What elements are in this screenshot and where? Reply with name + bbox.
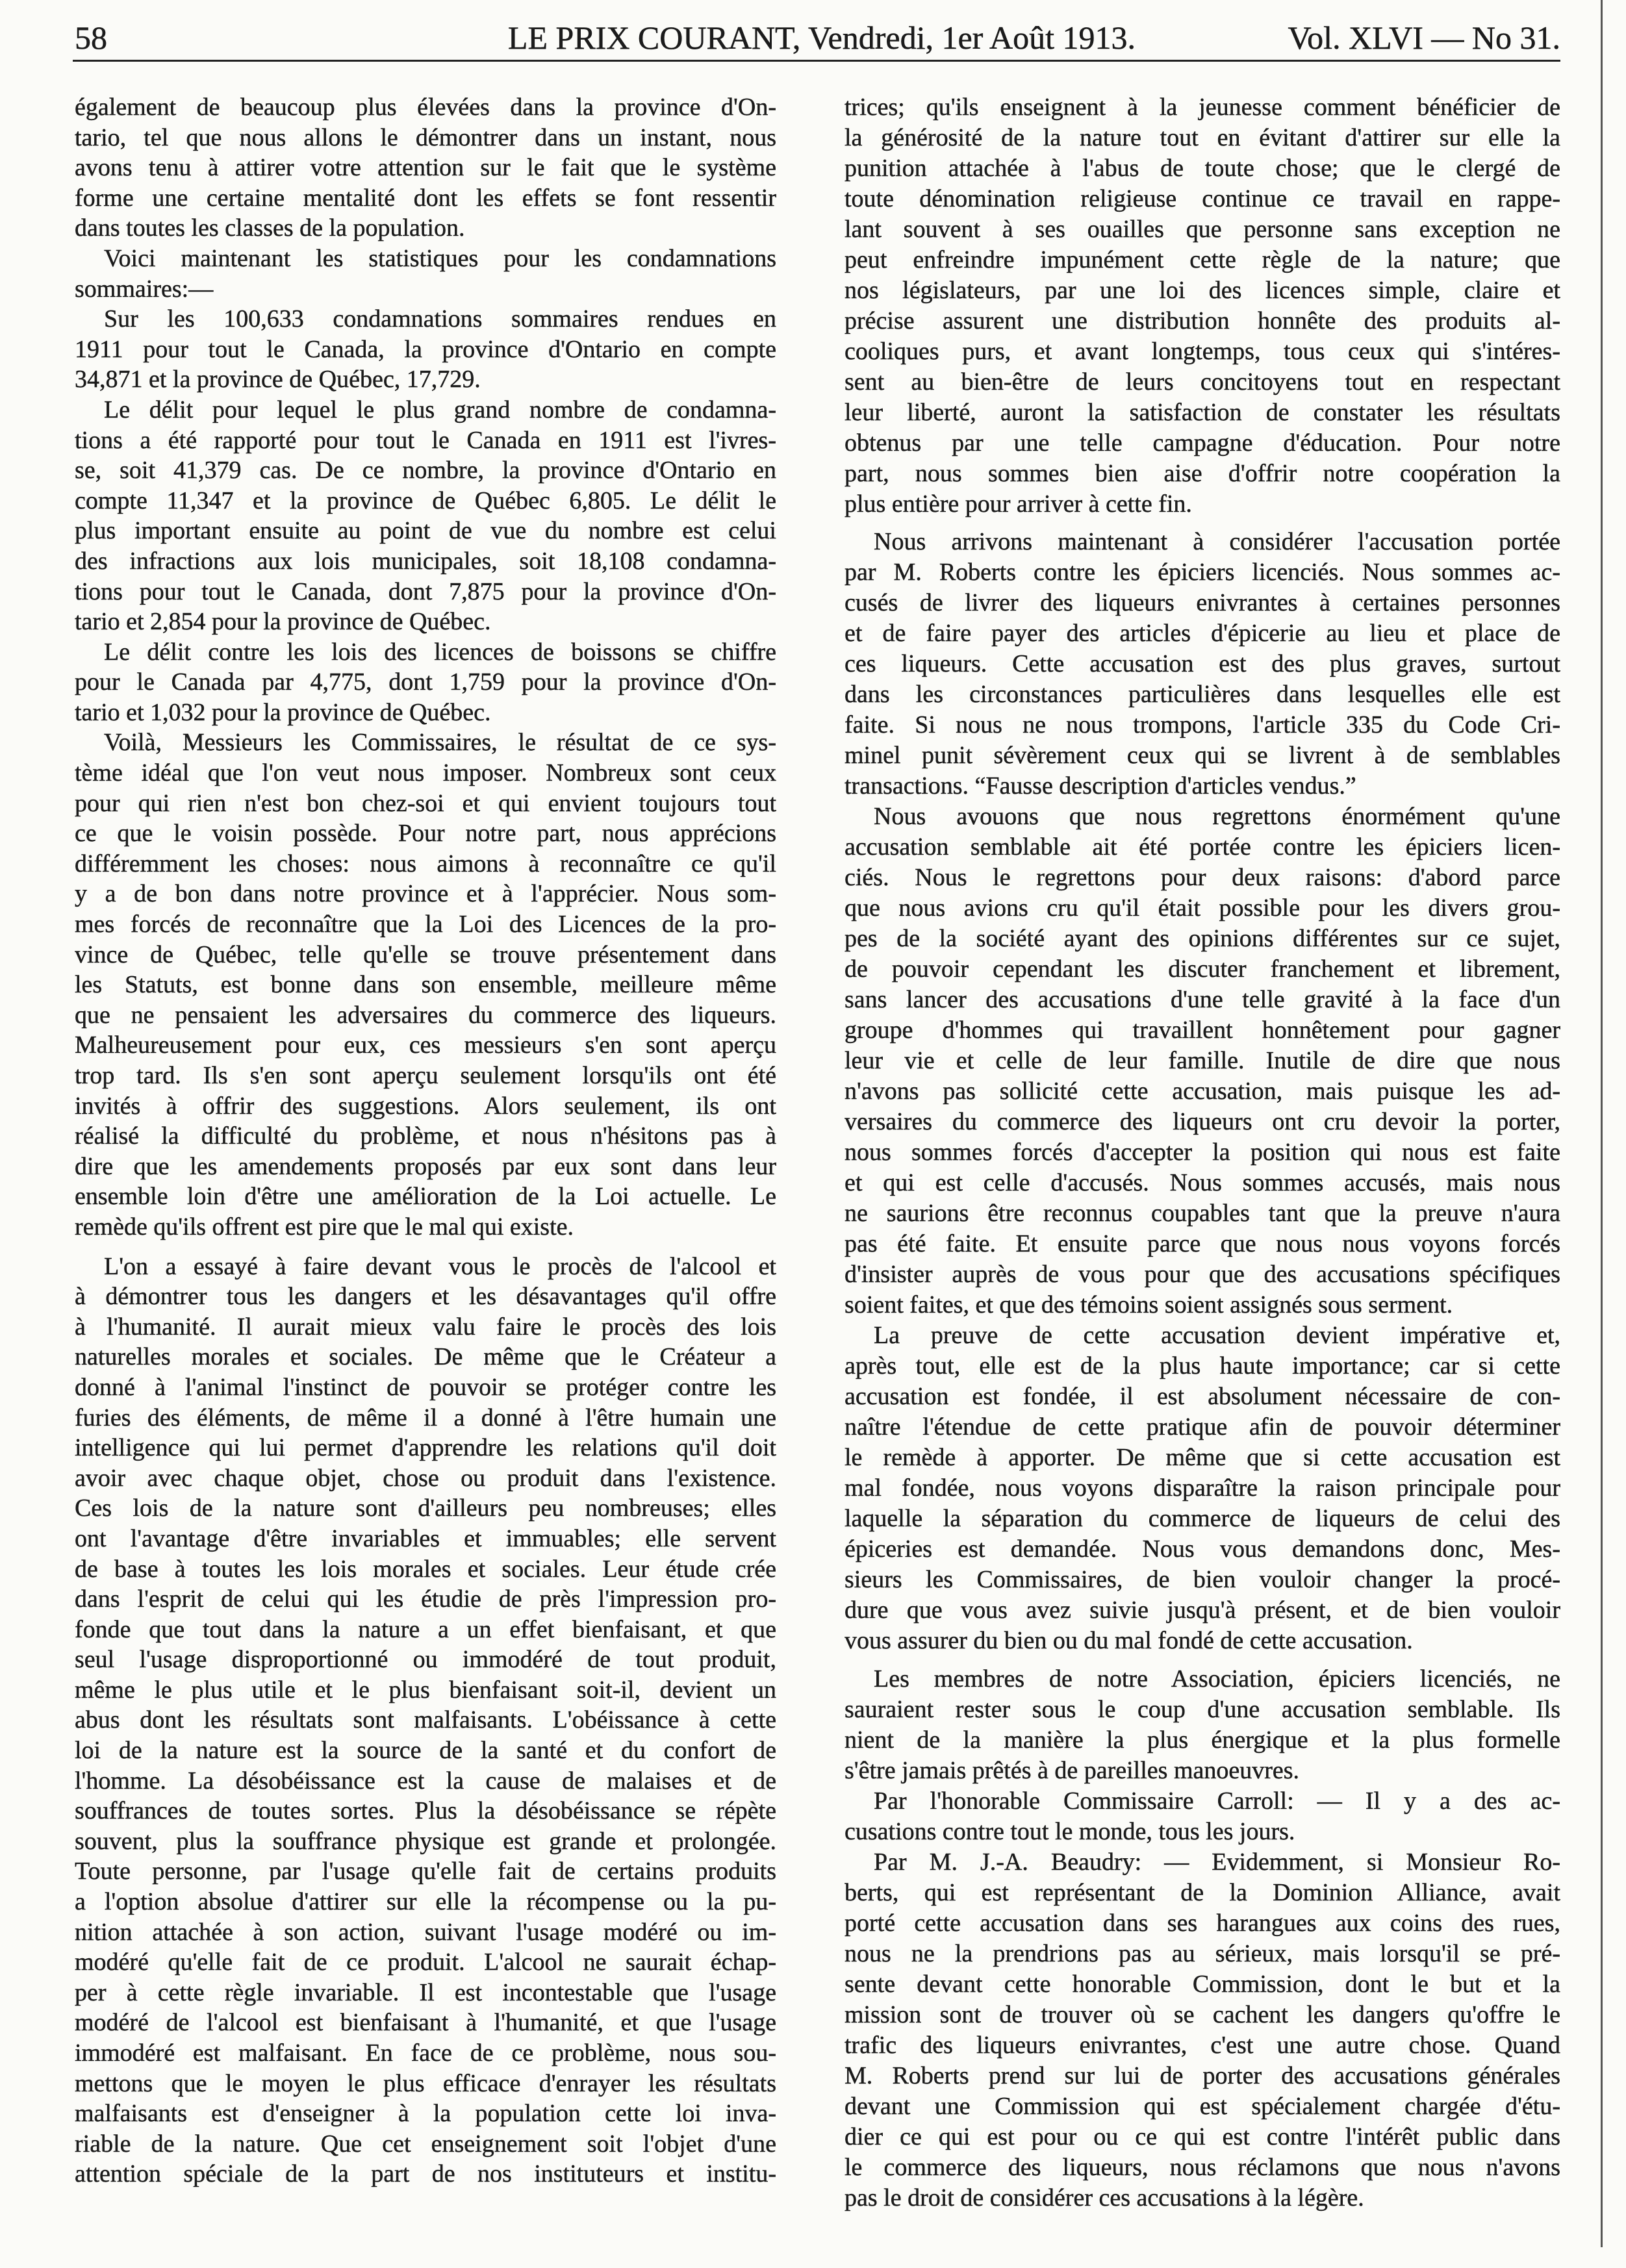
text-line: également de beaucoup plus élevées dans la province d'On- (75, 94, 776, 121)
paragraph (845, 1320, 1560, 1656)
text-line: seul l'usage disproportionné ou immodéré de tout produit, (75, 1646, 776, 1674)
text-line: berts, qui est représentant de la Dominion Alliance, avait (845, 1879, 1560, 1906)
text-line: dans toutes les classes de la population. (75, 214, 465, 242)
paragraph (845, 1786, 1560, 1847)
text-line: Le délit contre les lois des licences de boissons se chiffre (104, 638, 776, 666)
page-number: 58 (75, 19, 107, 56)
column-right (845, 92, 1560, 2213)
text-line: riable de la nature. Que cet enseignement soit l'objet d'une (75, 2130, 776, 2158)
text-line: différemment les choses: nous aimons à reconnaître ce qu'il (75, 850, 776, 877)
text-line: tario, tel que nous allons le démontrer dans un instant, nous (75, 123, 776, 151)
text-line: Le délit pour lequel le plus grand nombre de condamna- (104, 396, 776, 423)
text-line: nous sommes forcés d'accepter la position qui nous est faite (845, 1139, 1560, 1166)
text-line: 34,871 et la province de Québec, 17,729. (75, 366, 481, 394)
text-line: accusation semblable ait été portée contre les épiciers licen- (845, 833, 1560, 861)
text-line: devant une Commission qui est spécialement chargée d'étu- (845, 2093, 1560, 2120)
volume-number: Vol. XLVI — No 31. (1288, 19, 1560, 56)
text-line: plus important ensuite au point de vue du nombre est celui (75, 517, 776, 545)
text-line: faite. Si nous ne nous trompons, l'article 335 du Code Cri- (845, 711, 1560, 738)
text-line: pas le droit de considérer ces accusations à la légère. (845, 2184, 1364, 2211)
text-line: souvent, plus la souffrance physique est grande et prolongée. (75, 1827, 776, 1855)
text-line: versaires du commerce des liqueurs ont cru devoir la porter, (845, 1108, 1560, 1135)
text-line: Nous arrivons maintenant à considérer l'accusation portée (874, 528, 1560, 555)
text-line: abus dont les résultats sont malfaisants. L'obéissance à cette (75, 1706, 776, 1734)
text-line: dire que les amendements proposés par eux sont dans leur (75, 1152, 776, 1180)
text-line: souffrances de toutes sortes. Plus la désobéissance se répète (75, 1797, 776, 1825)
text-line: mes forcés de reconnaître que la Loi des Licences de la pro- (75, 911, 776, 939)
text-line: à l'humanité. Il aurait mieux valu faire le procès des lois (75, 1313, 776, 1341)
text-line: pes de la société ayant des opinions différentes sur ce sujet, (845, 925, 1560, 952)
text-line: soient faites, et que des témoins soient assignés sous serment. (845, 1291, 1453, 1318)
text-line: sente devant cette honorable Commission, dont le but et la (845, 1971, 1560, 1998)
text-line: tions a été rapporté pour tout le Canada en 1911 est l'ivres- (75, 426, 776, 454)
text-line: le remède à apporter. De même que si cette accusation est (845, 1444, 1560, 1471)
text-line: même le plus utile et le plus bienfaisant soit-il, devient un (75, 1676, 776, 1704)
text-line: que nous avions cru qu'il était possible pour les divers grou- (845, 894, 1560, 922)
text-line: nous ne la prendrions pas au sérieux, mais lorsqu'il se pré- (845, 1940, 1560, 1967)
text-line: donné à l'animal l'instinct de pouvoir se protéger contre les (75, 1373, 776, 1401)
text-line: invités à offrir des suggestions. Alors seulement, ils ont (75, 1092, 776, 1120)
text-line: trafic des liqueurs enivrantes, c'est une autre chose. Quand (845, 2032, 1560, 2059)
text-line: n'avons pas sollicité cette accusation, mais puisque les ad- (845, 1077, 1560, 1105)
paragraph (845, 92, 1560, 520)
paragraph (845, 527, 1560, 801)
text-line: intelligence qui lui permet d'apprendre les relations qu'il doit (75, 1434, 776, 1462)
text-line: L'on a essayé à faire devant vous le procès de l'alcool et (104, 1252, 776, 1280)
text-line: peut enfreindre impunément cette règle de la nature; que (845, 246, 1560, 273)
text-line: trop tard. Ils s'en sont aperçu seulement lorsqu'ils ont été (75, 1062, 776, 1089)
header-rule (73, 60, 1560, 62)
text-line: pour qui rien n'est bon chez-soi et qui envient toujours tout (75, 789, 776, 817)
text-line: et de faire payer des articles d'épicerie au lieu et place de (845, 620, 1560, 647)
text-line: tions pour tout le Canada, dont 7,875 pour la province d'On- (75, 577, 776, 605)
text-line: sans lancer des accusations d'une telle gravité à la face d'un (845, 986, 1560, 1013)
text-line: trices; qu'ils enseignent à la jeunesse comment bénéficier de (845, 94, 1560, 121)
paragraph (75, 395, 776, 637)
text-line: à démontrer tous les dangers et les désavantages qu'il offre (75, 1283, 776, 1311)
text-line: laquelle la séparation du commerce de liqueurs de celui des (845, 1505, 1560, 1532)
text-line: par M. Roberts contre les épiciers licenciés. Nous sommes ac- (845, 559, 1560, 586)
text-line: a l'option absolue d'attirer sur elle la récompense ou la pu- (75, 1888, 776, 1916)
text-line: compte 11,347 et la province de Québec 6,805. Le délit le (75, 486, 776, 514)
text-line: réalisé la difficulté du problème, et nous n'hésitons pas à (75, 1122, 776, 1150)
text-line: dier ce qui est pour ou ce qui est contre l'intérêt public dans (845, 2123, 1560, 2150)
text-line: ciés. Nous le regrettons pour deux raisons: d'abord parce (845, 864, 1560, 891)
text-line: remède qu'ils offrent est pire que le mal qui existe. (75, 1213, 574, 1241)
text-line: mettons que le moyen le plus efficace d'enrayer les résultats (75, 2069, 776, 2097)
text-line: toute dénomination religieuse continue ce travail en rappe- (845, 185, 1560, 212)
text-line: nient de la manière la plus énergique et la plus formelle (845, 1726, 1560, 1754)
text-line: pour le Canada par 4,775, dont 1,759 pour la province d'On- (75, 668, 776, 696)
text-line: porté cette accusation dans ses harangues aux coins des rues, (845, 1909, 1560, 1937)
text-line: de base à toutes les lois morales et sociales. Leur étude crée (75, 1555, 776, 1583)
paragraph (75, 1252, 776, 2189)
text-line: leur liberté, auront la satisfaction de constater les résultats (845, 399, 1560, 426)
text-line: cusés de livrer des liqueurs enivrantes à certaines personnes (845, 589, 1560, 616)
text-line: nition attachée à son action, suivant l'usage modéré ou im- (75, 1918, 776, 1946)
text-line: fonde que tout dans la nature a un effet bienfaisant, et que (75, 1615, 776, 1643)
column-left (75, 92, 776, 2189)
text-line: dans les circonstances particulières dans lesquelles elle est (845, 681, 1560, 708)
text-line: des infractions aux lois municipales, soit 18,108 condamna- (75, 547, 776, 575)
text-line: Voilà, Messieurs les Commissaires, le résultat de ce sys- (104, 729, 776, 757)
text-line: attention spéciale de la part de nos instituteurs et institu- (75, 2160, 776, 2188)
text-line: avoir avec chaque objet, chose ou produit dans l'existence. (75, 1464, 776, 1492)
text-line: que ne pensaient les adversaires du commerce des liqueurs. (75, 1001, 776, 1029)
text-line: et qui est celle d'accusés. Nous sommes accusés, mais nous (845, 1169, 1560, 1196)
text-line: ce que le voisin possède. Pour notre part, nous apprécions (75, 820, 776, 848)
text-line: nos législateurs, par une loi des licences simple, claire et (845, 277, 1560, 304)
paragraph (75, 92, 776, 244)
text-line: le commerce des liqueurs, nous réclamons que nous n'avons (845, 2154, 1560, 2181)
text-line: ensemble loin d'être une amélioration de la Loi actuelle. Le (75, 1183, 776, 1211)
text-line: malfaisants est d'enseigner à la population cette loi inva- (75, 2100, 776, 2128)
text-line: sieurs les Commissaires, de bien vouloir changer la procé- (845, 1566, 1560, 1593)
page-edge-line (1601, 0, 1603, 2247)
text-line: La preuve de cette accusation devient impérative et, (874, 1322, 1560, 1349)
newspaper-title: LE PRIX COURANT, Vendredi, 1er Août 1913. (507, 19, 1136, 56)
paragraph (75, 727, 776, 1242)
text-line: naturelles morales et sociales. De même que le Créateur a (75, 1343, 776, 1371)
text-line: les Statuts, est bonne dans son ensemble, meilleure même (75, 971, 776, 999)
text-line: pas été faite. Et ensuite parce que nous nous voyons forcés (845, 1230, 1560, 1257)
text-line: vous assurer du bien ou du mal fondé de cette accusation. (845, 1627, 1413, 1654)
text-line: se, soit 41,379 cas. De ce nombre, la province d'Ontario en (75, 457, 776, 485)
text-line: Par M. J.-A. Beaudry: — Evidemment, si Monsieur Ro- (874, 1848, 1560, 1876)
text-line: forme une certaine mentalité dont les effets se font ressentir (75, 184, 776, 212)
paragraph (845, 1664, 1560, 1786)
text-line: naître l'étendue de cette pratique afin de pouvoir déterminer (845, 1413, 1560, 1441)
text-line: ces liqueurs. Cette accusation est des plus graves, surtout (845, 650, 1560, 677)
text-line: groupe d'hommes qui travaillent honnêtement pour gagner (845, 1016, 1560, 1044)
text-line: plus entière pour arriver à cette fin. (845, 490, 1192, 518)
text-line: ne saurions être reconnus coupables tant que la preuve n'aura (845, 1200, 1560, 1227)
text-line: Voici maintenant les statistiques pour les condamnations (104, 244, 776, 272)
text-line: minel punit sévèrement ceux qui se livrent à de semblables (845, 742, 1560, 769)
text-line: ont l'avantage d'être invariables et immuables; elle servent (75, 1524, 776, 1552)
text-line: furies des éléments, de même il a donné à l'être humain une (75, 1404, 776, 1431)
text-line: après tout, elle est de la plus haute importance; car si cette (845, 1352, 1560, 1380)
text-line: y a de bon dans notre province et à l'apprécier. Nous som- (75, 880, 776, 908)
text-line: sauraient rester sous le coup d'une accusation semblable. Ils (845, 1696, 1560, 1723)
text-line: obtenus par une telle campagne d'éducation. Pour notre (845, 429, 1560, 457)
paragraph (845, 1847, 1560, 2213)
text-line: loi de la nature est la source de la santé et du confort de (75, 1737, 776, 1765)
paragraph (75, 244, 776, 304)
text-line: accusation est fondée, il est absolument nécessaire de con- (845, 1383, 1560, 1410)
paragraph (845, 801, 1560, 1320)
text-line: Sur les 100,633 condamnations sommaires rendues en (104, 305, 776, 333)
text-line: dans l'esprit de celui qui les étudie de près l'impression pro- (75, 1585, 776, 1613)
text-line: dure que vous avez suivie jusqu'à présent, et de bien vouloir (845, 1596, 1560, 1624)
text-line: s'être jamais prêtés à de pareilles manoeuvres. (845, 1757, 1300, 1784)
text-line: la générosité de la nature tout en évitant d'attirer sur elle la (845, 124, 1560, 151)
paragraph (75, 637, 776, 728)
text-line: leur vie et celle de leur famille. Inutile de dire que nous (845, 1047, 1560, 1074)
text-line: précise assurent une distribution honnête des produits al- (845, 307, 1560, 334)
text-line: modéré qu'elle fait de ce produit. L'alcool ne saurait échap- (75, 1948, 776, 1976)
text-line: Par l'honorable Commissaire Carroll: — Il y a des ac- (874, 1787, 1560, 1815)
paragraph (75, 304, 776, 395)
text-line: d'insister auprès de vous pour que des accusations spécifiques (845, 1261, 1560, 1288)
text-line: lant souvent à ses ouailles que personne sans exception ne (845, 216, 1560, 243)
text-line: mal fondée, nous voyons disparaître la raison principale pour (845, 1474, 1560, 1502)
text-line: Ces lois de la nature sont d'ailleurs peu nombreuses; elles (75, 1494, 776, 1522)
text-line: sent au bien-être de leurs concitoyens tout en respectant (845, 368, 1560, 396)
text-line: transactions. “Fausse description d'articles vendus.” (845, 772, 1356, 800)
text-line: Nous avouons que nous regrettons énormément qu'une (874, 803, 1560, 830)
text-line: cooliques purs, et avant longtemps, tous ceux qui s'intéres- (845, 338, 1560, 365)
text-line: vince de Québec, telle qu'elle se trouve présentement dans (75, 940, 776, 968)
text-line: tème idéal que l'on veut nous imposer. Nombreux sont ceux (75, 759, 776, 787)
text-line: immodéré est malfaisant. En face de ce problème, nous sou- (75, 2039, 776, 2067)
text-line: avons tenu à attirer votre attention sur le fait que le système (75, 154, 776, 182)
text-line: Toute personne, par l'usage qu'elle fait de certains produits (75, 1858, 776, 1885)
text-line: 1911 pour tout le Canada, la province d'Ontario en compte (75, 335, 776, 363)
text-line: cusations contre tout le monde, tous les jours. (845, 1818, 1295, 1845)
text-line: de pouvoir cependant les discuter franchement et librement, (845, 955, 1560, 983)
text-line: punition attachée à l'abus de toute chose; que le clergé de (845, 155, 1560, 182)
text-line: part, nous sommes bien aise d'offrir notre coopération la (845, 460, 1560, 487)
text-line: épiceries est demandée. Nous vous demandons donc, Mes- (845, 1535, 1560, 1563)
text-line: l'homme. La désobéissance est la cause de malaises et de (75, 1767, 776, 1795)
text-line: mission sont de trouver où se cachent les dangers qu'offre le (845, 2001, 1560, 2028)
text-line: tario et 2,854 pour la province de Québec. (75, 608, 491, 636)
text-line: M. Roberts prend sur lui de porter des accusations générales (845, 2062, 1560, 2089)
text-line: Les membres de notre Association, épiciers licenciés, ne (874, 1665, 1560, 1693)
text-line: tario et 1,032 pour la province de Québec. (75, 698, 491, 726)
text-line: modéré de l'alcool est bienfaisant à l'humanité, et que l'usage (75, 2009, 776, 2037)
text-line: Malheureusement pour eux, ces messieurs s'en sont aperçu (75, 1031, 776, 1059)
text-line: sommaires:— (75, 275, 214, 303)
text-line: per à cette règle invariable. Il est incontestable que l'usage (75, 1978, 776, 2006)
